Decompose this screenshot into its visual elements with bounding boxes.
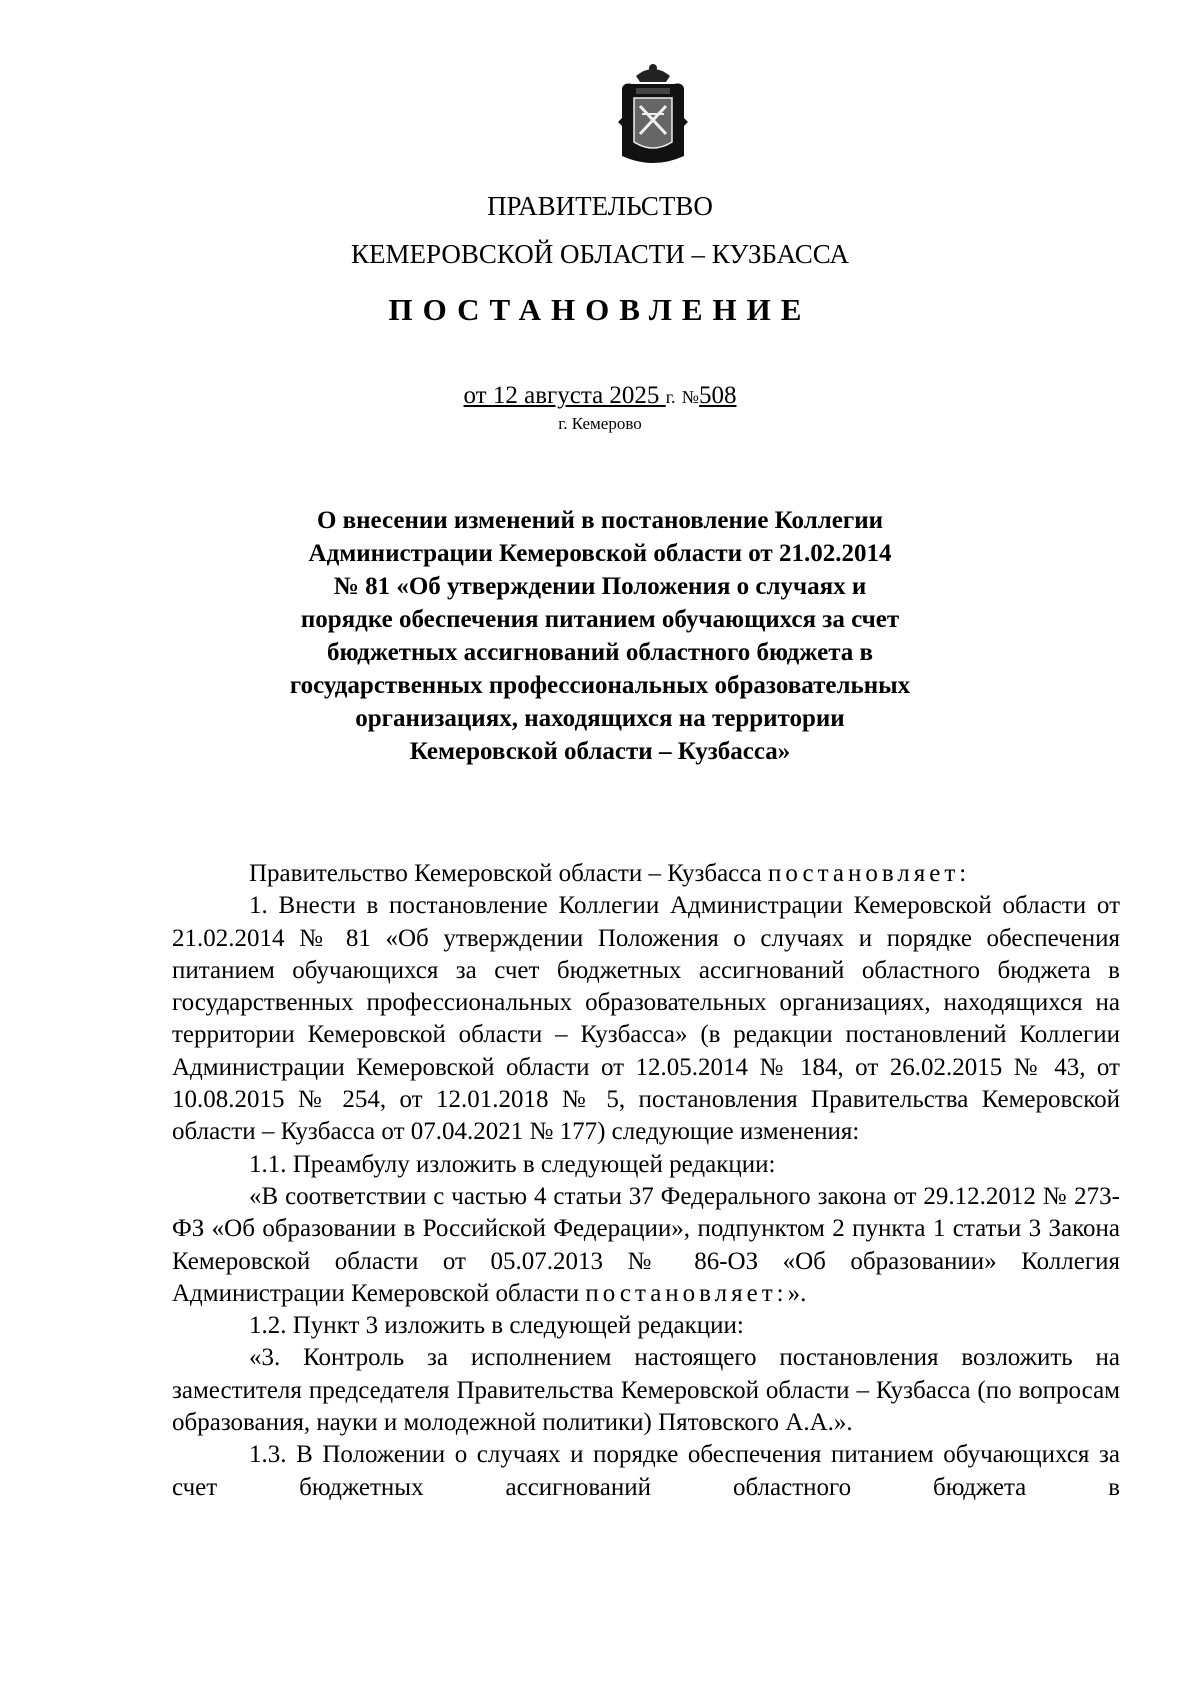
quote-verb: постановляет: [585, 1279, 788, 1307]
paragraph-1-3: 1.3. В Положении о случаях и порядке обеспечения питанием обучающихся за счет бюджетных ассигнований областного бюджета в [172, 1441, 1120, 1501]
document-title [0, 504, 1200, 768]
issuer-line-1: ПРАВИТЕЛЬСТВО [487, 191, 713, 221]
document-type: ПОСТАНОВЛЕНИЕ [388, 292, 812, 327]
title-line: бюджетных ассигнований областного бюджета в [326, 639, 874, 666]
paragraph-1-1: 1.1. Преамбулу изложить в следующей редакции: [249, 1150, 776, 1178]
date-value: 12 августа 2025 [492, 382, 666, 409]
intro-verb: постановляет: [768, 860, 971, 887]
number-sign: № [681, 387, 699, 407]
issuer-block [0, 182, 1200, 278]
paragraph-1-2: 1.2. Пункт 3 изложить в следующей редакции: [249, 1312, 744, 1340]
quote-text: «В соответствии с частью 4 статьи 37 Федерального закона от 29.12.2012 № 273-ФЗ «Об образовании в Российской Федерации», подпунктом 2 пункта 1 статьи 3 Закона Кемеровской области от 05.07.2013 № 86-ОЗ «Об образовании» Коллегия Администрации Кемеровской области [172, 1182, 1120, 1307]
title-line: № 81 «Об утверждении Положения о случаях и [333, 573, 867, 600]
city-line: г. Кемерово [558, 414, 642, 433]
coat-of-arms-icon [614, 58, 692, 168]
document-body [172, 858, 1120, 1504]
document-number: 508 [698, 382, 737, 409]
date-prefix: от [463, 382, 493, 409]
quote-end: ». [787, 1279, 807, 1307]
paragraph-1: 1. Внести в постановление Коллегии Администрации Кемеровской области от 21.02.2014 № 81 «Об утверждении Положения о случаях и порядке обеспечения питанием обучающихся за счет бюджетных ассигнований областного бюджета в государственных профессиональных образовательных организациях, находящихся на территории Кемеровской области – Кузбасса» (в редакции постановлений Коллегии Администрации Кемеровской области от 12.05.2014 № 184, от 26.02.2015 № 43, от 10.08.2015 № 254, от 12.01.2018 № 5, постановления Правительства Кемеровской области – Кузбасса от 07.04.2021 № 177) следующие изменения: [172, 892, 1120, 1146]
intro-paragraph [172, 858, 1120, 890]
title-line: организациях, находящихся на территории [355, 705, 845, 732]
intro-text: Правительство Кемеровской области – Кузбасса [249, 860, 769, 887]
title-line: Кемеровской области – Кузбасса» [409, 738, 791, 765]
date-number-line [0, 381, 1200, 412]
issuer-line-2: КЕМЕРОВСКОЙ ОБЛАСТИ – КУЗБАССА [351, 239, 849, 269]
paragraph-1-1-quote [172, 1181, 1120, 1310]
title-line: порядке обеспечения питанием обучающихся за счет [300, 606, 900, 633]
title-line: Администрации Кемеровской области от 21.02.2014 [308, 540, 892, 567]
title-line: государственных профессиональных образовательных [289, 672, 911, 699]
title-line: О внесении изменений в постановление Коллегии [316, 507, 884, 534]
year-suffix: г. [665, 387, 676, 407]
paragraph-1-2-quote: «3. Контроль за исполнением настоящего постановления возложить на заместителя председателя Правительства Кемеровской области – Кузбасса (по вопросам образования, науки и молодежной политики) Пятовского А.А.». [172, 1344, 1120, 1437]
